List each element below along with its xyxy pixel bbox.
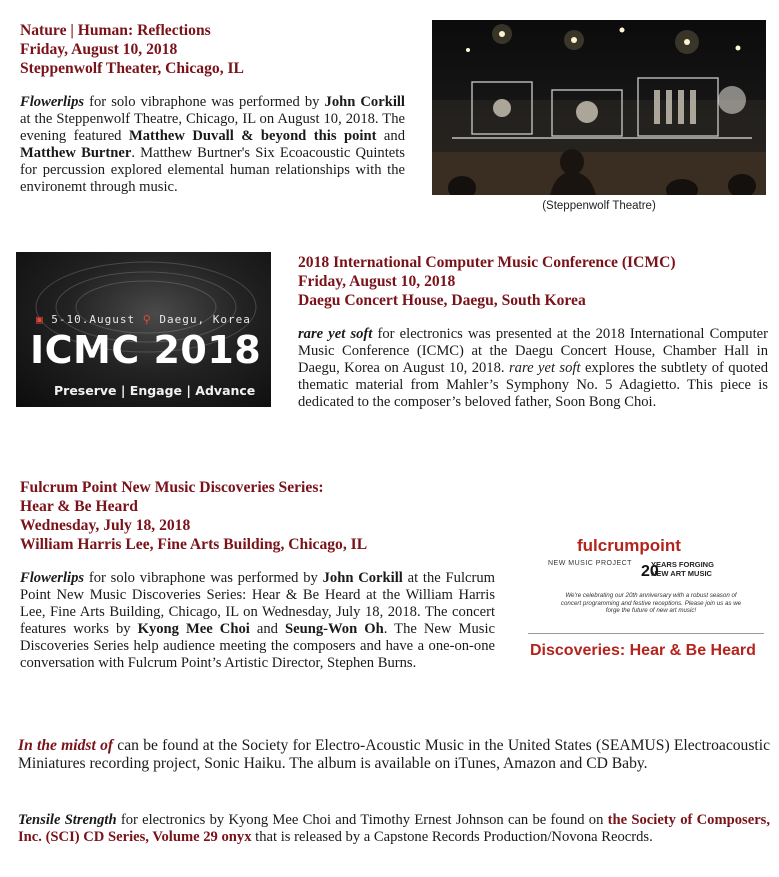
event-description: rare yet soft for electronics was presented at the 2018 International Computer Music Conference (ICMC) at the Daegu Concert House, Chamber Hall in Daegu, Korea on August 10, 2018. rare yet soft explores the subtlety of quoted thematic material from Mahler’s Symphony No. 5 Adagietto. This piece is dedicated to the composer’s beloved father, Soon Bong Choi. — [298, 326, 768, 410]
composer-name: Kyong Mee Choi — [137, 621, 250, 637]
recording-note-sci — [18, 812, 770, 846]
event-description: Flowerlips for solo vibraphone was performed by John Corkill at the Fulcrum Point New Music Discoveries Series: Hear & Be Heard at the William Harris Lee, Fine Arts Building, Chicago, IL on Wednesday, July 18, 2018. The concert features works by Kyong Mee Choi and Seung-Won Oh. The New Music Discoveries Series help audience meeting the composers and have a one-on-one conversation with Fulcrum Point’s Artistic Director, Stephen Burns. — [20, 570, 495, 671]
fulcrum-point-logo — [520, 530, 770, 670]
composer-name: Seung-Won Oh — [285, 621, 384, 637]
work-title: rare yet soft — [508, 360, 581, 376]
fulcrum-brand: fulcrumpoint — [577, 536, 681, 555]
work-title: Tensile Strength — [18, 812, 117, 828]
event-venue: William Harris Lee, Fine Arts Building, Chicago, IL — [20, 536, 368, 553]
event-steppenwolf — [20, 21, 405, 196]
anniversary-blurb: We're celebrating our 20th anniversary with a robust season of concert programming and festive receptions. Please join us as we forge the future of new art music! — [560, 592, 742, 614]
performer-name: John Corkill — [322, 570, 403, 586]
anniversary-number: 20 — [641, 563, 659, 580]
steppenwolf-theatre-photo — [432, 20, 766, 195]
divider — [528, 633, 764, 634]
featured-artist: Matthew Duvall & beyond this point — [128, 128, 377, 144]
photo-caption: (Steppenwolf Theatre) — [542, 200, 656, 212]
featured-artist: Matthew Burtner — [20, 145, 132, 161]
event-fulcrum — [20, 478, 495, 672]
event-venue: Daegu Concert House, Daegu, South Korea — [298, 292, 586, 309]
event-title: 2018 International Computer Music Conference (ICMC) — [298, 254, 676, 271]
event-venue: Steppenwolf Theater, Chicago, IL — [20, 60, 244, 77]
series-name: Discoveries: Hear & Be Heard — [530, 642, 756, 659]
event-date: Friday, August 10, 2018 — [20, 41, 178, 58]
event-date: Wednesday, July 18, 2018 — [20, 517, 191, 534]
work-title: In the midst of — [18, 737, 114, 754]
event-icmc — [298, 253, 768, 411]
work-title: Flowerlips — [20, 570, 85, 586]
icmc-tagline: Preserve | Engage | Advance — [54, 383, 256, 398]
theatre-stage-illustration — [432, 20, 766, 195]
cd-series: the Society of Composers, Inc. (SCI) CD Series, Volume 29 onyx — [18, 812, 770, 845]
calendar-icon: ▣ — [36, 313, 44, 326]
note-text: In the midst of can be found at the Society for Electro-Acoustic Music in the United States (SEAMUS) Electroacoustic Miniatures recording project, Sonic Haiku. The album is available on iTunes, Amazon and CD Baby. — [18, 737, 771, 772]
work-title: rare yet soft — [298, 326, 373, 342]
event-title: Fulcrum Point New Music Discoveries Series: — [20, 479, 324, 496]
performer-name: John Corkill — [324, 94, 405, 110]
anniversary-tagline: YEARS FORGING NEW ART MUSIC — [651, 560, 714, 578]
work-title: Flowerlips — [20, 94, 85, 110]
icmc-title: ICMC 2018 — [30, 328, 262, 372]
note-text: Tensile Strength for electronics by Kyong Mee Choi and Timothy Ernest Johnson can be found on the Society of Composers, Inc. (SCI) CD Series, Volume 29 onyx that is released by a Capstone Records Production/Novona Reocrds. — [18, 812, 770, 845]
icmc-2018-banner — [16, 252, 271, 407]
event-date: Friday, August 10, 2018 — [298, 273, 456, 290]
event-description: Flowerlips for solo vibraphone was performed by John Corkill at the Steppenwolf Theatre, Chicago, IL on August 10, 2018. The evening featured Matthew Duvall & beyond this point and Matthew Burtner. Matthew Burtner's Six Ecoacoustic Quintets for percussion explored elemental human relationships with the environemt through music. — [20, 94, 405, 195]
recording-note-seamus — [18, 737, 770, 773]
icmc-dates: ▣ 5-10.August ⚲ Daegu, Korea — [36, 313, 251, 326]
fulcrum-project: NEW MUSIC PROJECT — [548, 560, 632, 567]
location-pin-icon: ⚲ — [142, 313, 152, 326]
event-title: Nature | Human: Reflections — [20, 22, 211, 39]
event-subtitle: Hear & Be Heard — [20, 498, 138, 515]
